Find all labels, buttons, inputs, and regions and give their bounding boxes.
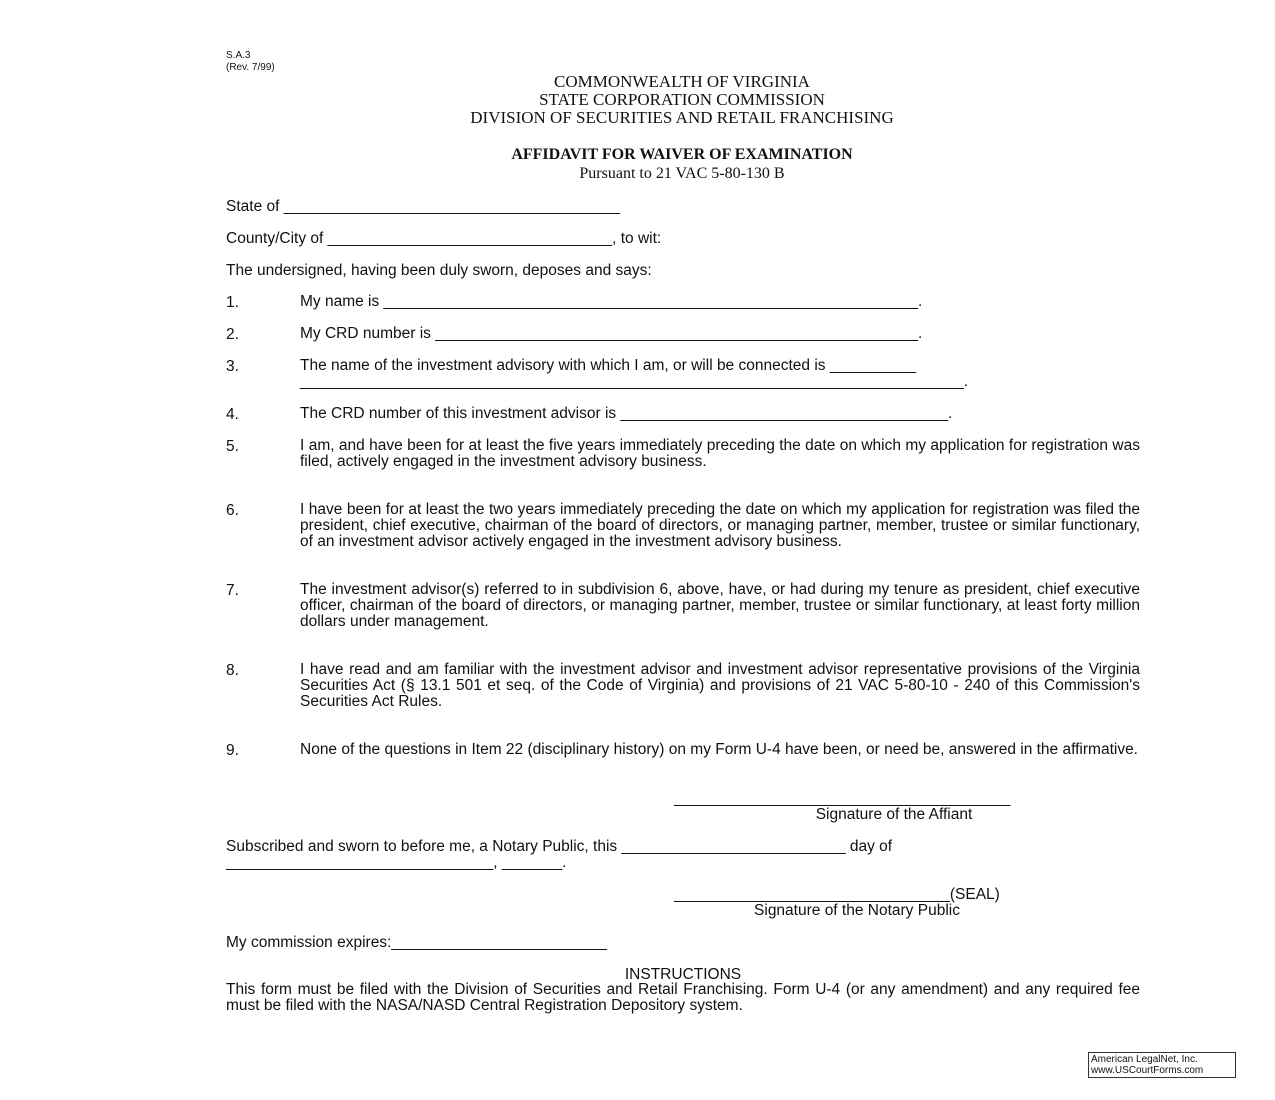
state-field[interactable]: State of _______________________________________	[226, 198, 620, 215]
publisher-url: www.USCourtForms.com	[1091, 1065, 1204, 1076]
item-number: 4.	[226, 406, 239, 423]
item-number: 6.	[226, 502, 239, 519]
item-crd-number[interactable]: My CRD number is ________________________________________________________.	[300, 325, 923, 342]
form-id	[226, 50, 275, 74]
publisher-badge	[1088, 1052, 1236, 1078]
item-statement-6: I have been for at least the two years immediately preceding the date on which my application for registration was filed the president, chief executive, chairman of the board of directors, or managing partner, member, trustee or similar functionary, of an investment advisor actively engaged in the investment advisory business.	[300, 501, 1140, 550]
instructions-text: This form must be filed with the Division of Securities and Retail Franchising. Form U-4 (or any amendment) and any required fee must be filed with the NASA/NASD Central Registration Depository system.	[226, 981, 1140, 1014]
item-number: 5.	[226, 438, 239, 455]
document-title: AFFIDAVIT FOR WAIVER OF EXAMINATION	[511, 146, 853, 163]
item-statement-8: I have read and am familiar with the investment advisor and investment advisor representative provisions of the Virginia Securities Act (§ 13.1 501 et seq. of the Code of Virginia) and provisions of 21 VAC 5-80-10 - 240 of this Commission's Securities Act Rules.	[300, 661, 1140, 710]
notary-signature-line[interactable]: ________________________________(SEAL)	[674, 886, 1000, 903]
form-code: S.A.3	[226, 50, 251, 61]
item-statement-9: None of the questions in Item 22 (disciplinary history) on my Form U-4 have been, or need be, answered in the affirmative.	[300, 741, 1138, 758]
affiant-signature-line[interactable]: _______________________________________	[674, 790, 1011, 807]
form-revision: (Rev. 7/99)	[226, 62, 275, 73]
instructions-title: INSTRUCTIONS	[624, 966, 742, 983]
item-number: 9.	[226, 742, 239, 759]
header-line-3: DIVISION OF SECURITIES AND RETAIL FRANCHISING	[470, 108, 894, 127]
item-statement-7: The investment advisor(s) referred to in subdivision 6, above, have, or had during my tenure as president, chief executive officer, chairman of the board of directors, or managing partner, member, trustee or similar functionary, at least forty million dollars under management.	[300, 581, 1140, 630]
notary-signature-label: Signature of the Notary Public	[754, 902, 960, 919]
item-advisor-crd[interactable]: The CRD number of this investment advisor is ______________________________________.	[300, 405, 953, 422]
item-number: 7.	[226, 582, 239, 599]
intro-text: The undersigned, having been duly sworn, deposes and says:	[226, 262, 652, 279]
item-number: 8.	[226, 662, 239, 679]
document-subtitle: Pursuant to 21 VAC 5-80-130 B	[579, 165, 785, 182]
affiant-signature-label: Signature of the Affiant	[815, 806, 973, 823]
county-field[interactable]: County/City of _________________________________, to wit:	[226, 230, 662, 247]
sworn-statement[interactable]: Subscribed and sworn to before me, a Notary Public, this __________________________ day of	[226, 838, 893, 855]
publisher-name: American LegalNet, Inc.	[1091, 1054, 1198, 1065]
header-line-1: COMMONWEALTH OF VIRGINIA	[554, 72, 810, 91]
item-number: 3.	[226, 358, 239, 375]
commission-expires-field[interactable]: My commission expires:_________________________	[226, 934, 607, 951]
item-advisory-name-cont[interactable]: _____________________________________________________________________________.	[300, 373, 969, 390]
header-line-2: STATE CORPORATION COMMISSION	[539, 90, 825, 109]
item-number: 2.	[226, 326, 239, 343]
item-advisory-name[interactable]: The name of the investment advisory with which I am, or will be connected is __________	[300, 357, 917, 374]
item-number: 1.	[226, 294, 239, 311]
item-name[interactable]: My name is ______________________________________________________________.	[300, 293, 923, 310]
sworn-date-line[interactable]: _______________________________, _______.	[226, 854, 567, 871]
item-statement-5: I am, and have been for at least the five years immediately preceding the date on which my application for registration was filed, actively engaged in the investment advisory business.	[300, 437, 1140, 470]
